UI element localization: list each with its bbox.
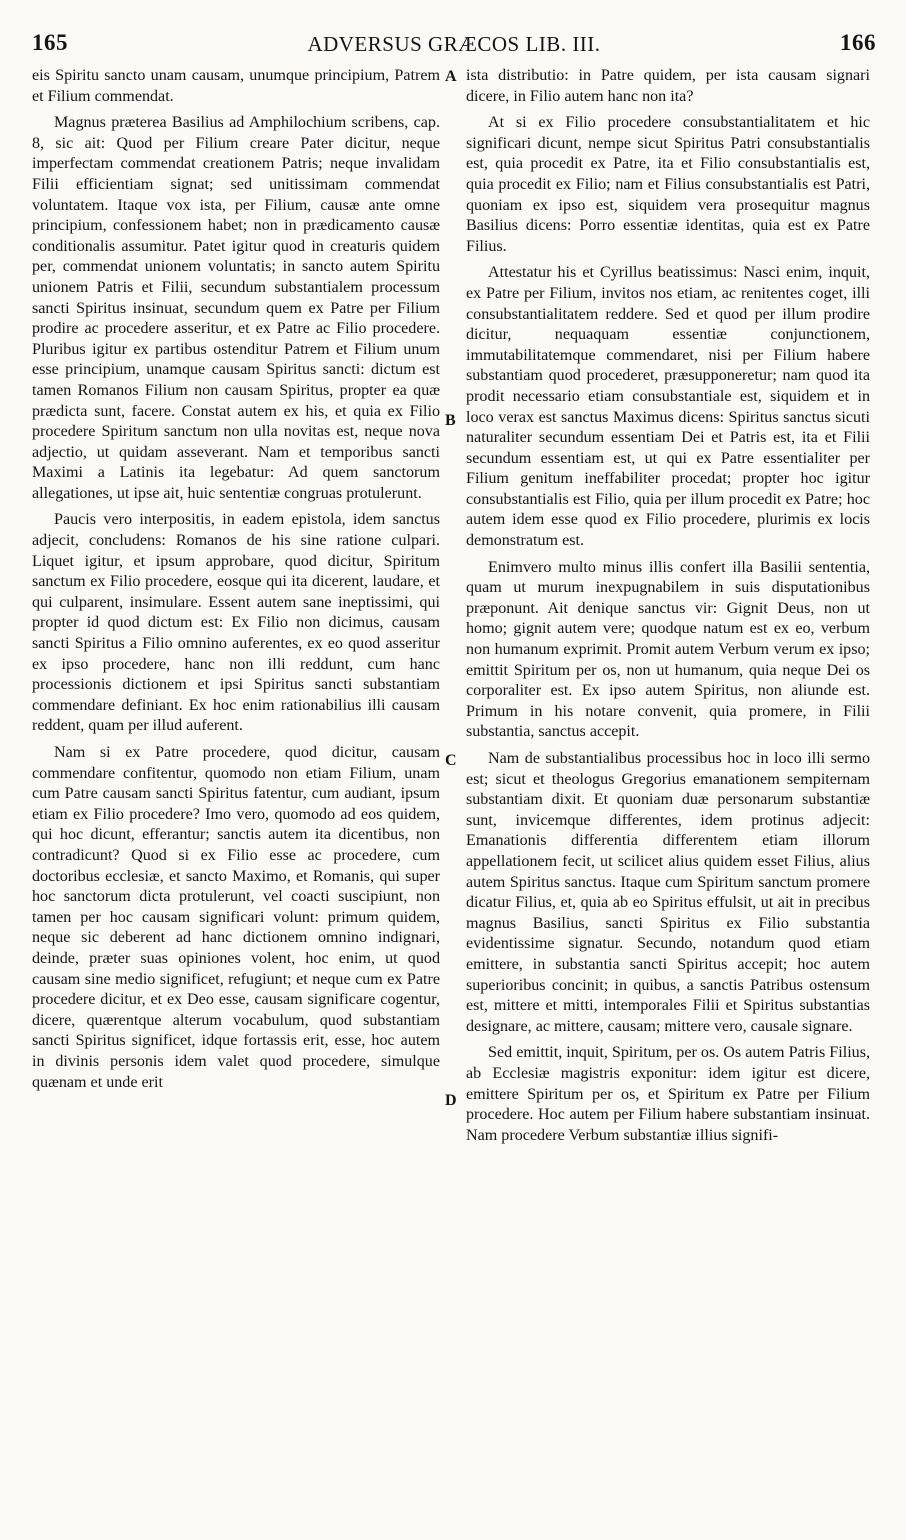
left-column [32,66,440,1099]
paragraph: Paucis vero interpositis, in eadem epistola, idem sanctus adjecit, concludens: Romanos de his sine ratione culpari. Liquet igitur, et ipsum approbare, quod dicitur, Spiritum sanctum ex Filio procedere, eosque qui ita dicerent, laudare, et qui culparent, insimulare. Essent autem sane ineptissimi, qui propter id quod dictum est: Ex Filio non dicimus, causam sancti Spiritus a Filio omnino auferentes, ex eo quod asseritur ex ipso procedere, hanc non illi reddunt, cum hanc processionis dictionem et ipsi Spiritus sancti substantiam commendare definiant. Ex hoc enim rationabilius illi causam reddent, quam per illud auferent. [32,511,440,735]
page-number-left: 165 [32,30,68,55]
margin-marker-c: C [445,752,457,769]
paragraph: Nam de substantialibus processibus hoc in loco illi sermo est; sicut et theologus Gregorius emanationem sempiternam substantiam dixit. Et quoniam duæ personarum substantiæ sunt, invicemque differentes, idem protinus adjecit: Emanationis differentia differentem etiam illorum appellationem fecit, ut scilicet alius quidem esset Filius, alius autem Spiritus sanctus. Itaque cum Spiritum sanctum promere dicatur Filius, et, quia ab eo Spiritus effulsit, ut ait in precibus magnus Basilius, sancti Spiritus ex Filio substantia evidentissime signatur. Secundo, notandum quod etiam emittere, in substantia sancti Spiritus accepit; hoc autem superioribus concinit; in quibus, a sanctis Patribus ostensum est, mittere et mitti, intemporales Filii et Spiritus substantias designare, ac mittere, causam; mittere vero, causale signare. [466,750,870,1035]
paragraph: Attestatur his et Cyrillus beatissimus: Nasci enim, inquit, ex Patre per Filium, invitos nos etiam, ac renitentes coget, illi consubstantialitatem reddere. Sed et quod per illum prodire dicitur, nequaquam essentiæ conjunctionem, immutabilitatemque commendaret, nisi per Filium habere substantiam quod procederet, præsupponeretur; nam quod ita prodit necessario etiam consubstantiale est, siquidem et in loco verax est sanctus Maximus dicens: Spiritus sanctus sicuti naturaliter secundum essentiam Dei et Patris est, ita et Filii secundum essentiam est, ut qui ex Patre essentialiter per Filium genitum ineffabiliter procedat; propter hoc igitur consubstantialis est Filio, quia per illum procedit ex Patre; hoc autem idem esse quod ex Filio procedere, plurimis ex locis demonstratum est. [466,264,870,550]
paragraph: Sed emittit, inquit, Spiritum, per os. Os autem Patris Filius, ab Ecclesiæ magistris exponitur: idem igitur est dicere, emittere Spiritum per os, et Spiritum ex Patre per Filium procedere. Hoc autem per Filium habere substantiam insinuat. Nam procedere Verbum substantiæ illius signifi- [466,1044,870,1144]
paragraph: ista distributio: in Patre quidem, per ista causam signari dicere, in Filio autem hanc non ita? [466,67,870,105]
right-column [466,66,870,1152]
paragraph: Enimvero multo minus illis confert illa Basilii sententia, quam ut murum inexpugnabilem in suis disputationibus præponunt. Ait denique sanctus vir: Gignit Deus, non ut homo; gignit autem vere; quodque natum est ex eo, verbum non humanum exprimit. Promit autem Verbum verum ex ipso; emittit Spiritum per os, non ut humanum, quia neque Dei os corporaliter est. Ex ipso autem Spiritus, non aliunde est. Primum in his notare convenit, quia promere, in Filii substantia, sanctus accepit. [466,558,870,741]
margin-marker-a: A [445,68,457,85]
margin-marker-d: D [445,1092,457,1109]
paragraph: At si ex Filio procedere consubstantialitatem et hic significari dicunt, nempe sicut Spiritus Patri consubstantialis est, quia procedit ex Patre, ita et Filio consubstantialis est, quia procedit ex Filio; nam et Filius consubstantialis est Patri, quoniam ex ipso est, siquidem vera prosequitur magnus Basilius dicens: Porro essentiæ identitas, quia est ex Patre Filius. [466,114,870,255]
running-title: ADVERSUS GRÆCOS LIB. III. [307,32,601,56]
running-header [32,30,876,66]
paragraph: Nam si ex Patre procedere, quod dicitur, causam commendare confitentur, quomodo non etiam Filium, unam cum Patre causam sancti Spiritus fatentur, cum audiant, ipsum etiam ex Filio procedere? Imo vero, quomodo ad eos quidem, qui hoc dicunt, efferantur; sanctis autem ita dicentibus, non contradicunt? Quod si ex Filio esse ac procedere, cum doctoribus ecclesiæ, et sancto Maximo, et Romanis, qui super hoc sanctorum dicta protulerunt, vel coacti suscipiunt, non tamen per hoc causam significari volunt: primum quidem, neque sic deberent ad hanc dictionem omnino indignari, deinde, præter suas opiniones volent, hoc enim, ut quod causam sine medio significet, refugiunt; et neque cum ex Patre procedere dicitur, et ex Deo esse, causam significare cogentur, dicere, quærentque alterum vocabulum, quod substantiam sancti Spiritus significet, idque fortassis erit, esse, hoc autem in divinis personis idem valet quod procedere, simulque quænam et unde erit [32,744,440,1091]
page-number-right: 166 [840,30,876,55]
margin-marker-b: B [445,412,456,429]
paragraph: Magnus præterea Basilius ad Amphilochium scribens, cap. 8, sic ait: Quod per Filium creare Pater dicitur, neque imperfectam commendat creationem Patris; neque invalidam Filii efficientiam signat; sed unitissimam commendat voluntatem. Itaque vox ista, per Filium, causæ ante omne principium, confessionem habet; non in prædicamento causæ conditionalis assumitur. Patet igitur quod in creaturis quidem per, commendat unionem voluntatis; in sancto autem Spiritu unionem Patris et Filii, secundum substantialem processum sancti Spiritus insinuat, secundum quem ex Patre per Filium prodire ac procedere asseritur, et ex Patre ac Filio procedere. Pluribus igitur ex partibus ostenditur Patrem et Filium unum esse principium, unamque causam Spiritus sancti: dictum est tamen Romanos Filium non causam Spiritus, propter ea quæ prædicta sunt, facere. Constat autem ex his, et quia ex Filio procedere Spiritum sanctum non ulla novitas est, neque nova adjectio, ut quidam asseverant. Nam et temporibus sancti Maximi a Latinis ita legebatur: Ad quem sanctorum allegationes, ut ipse ait, huic sententiæ congruas protulerunt. [32,114,440,502]
paragraph: eis Spiritu sancto unam causam, unumque principium, Patrem et Filium commendat. [32,67,440,105]
